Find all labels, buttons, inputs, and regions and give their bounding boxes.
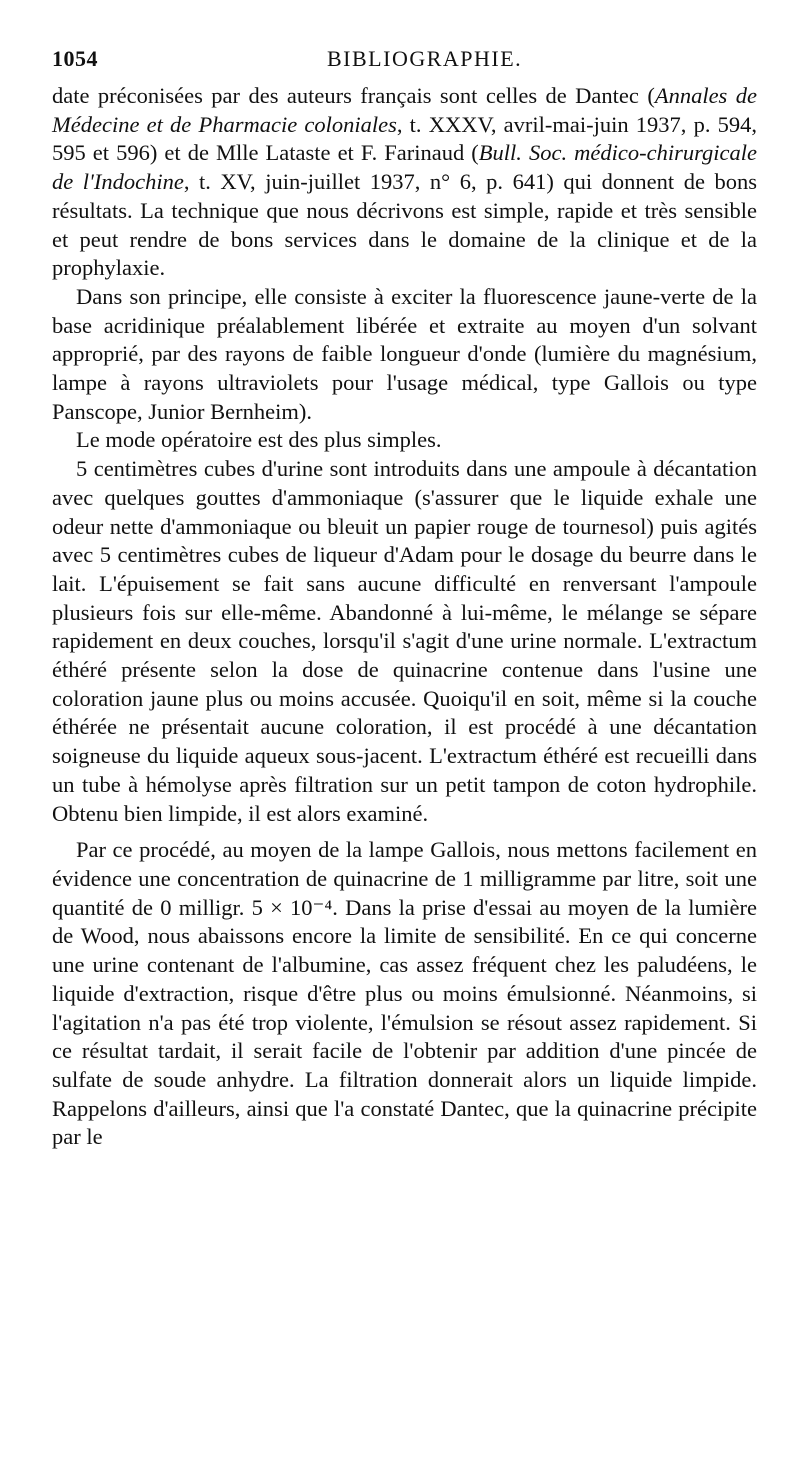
body-text [52, 82, 757, 1152]
paragraph-4 [52, 455, 757, 828]
text-run: Le mode opératoire est des plus simples. [76, 427, 442, 453]
text-run: , t. XV, juin-juillet 1937, n° 6, p. 641) qui donnent de bons résultats. La technique que nous décrivons est simple, rapide et très sensible et peut rendre de bons services dans le domaine de la clinique et de la prophylaxie. [52, 169, 757, 281]
paragraph-1 [52, 82, 757, 283]
text-run: 5 centimètres cubes d'urine sont introduits dans une ampoule à décantation avec quelques gouttes d'ammoniaque (s'assurer que le liquide exhale une odeur nette d'ammoniaque ou bleuit un papier rouge de tournesol) puis agités avec 5 centimètres cubes de liqueur d'Adam pour le dosage du beurre dans le lait. L'épuisement se fait sans aucune difficulté en renversant l'ampoule plusieurs fois sur elle-même. Abandonné à lui-même, le mélange se sépare rapidement en deux couches, lorsqu'il s'agit d'une urine normale. L'extractum éthéré présente selon la dose de quinacrine contenue dans l'usine une coloration jaune plus ou moins accusée. Quoiqu'il en soit, même si la couche éthérée ne présentait aucune coloration, il est procédé à une décantation soigneuse du liquide aqueux sous-jacent. L'extractum éthéré est recueilli dans un tube à hémolyse après filtration sur un petit tampon de coton hydrophile. Obtenu bien limpide, il est alors examiné. [52, 456, 757, 826]
text-run: date préconisées par des auteurs français sont celles de Dantec ( [52, 83, 655, 108]
text-run: , t. XXXV, avril-mai-juin 1937, p. 594, 595 et 596) et de Mlle Lataste et F. Farinaud ( [52, 111, 758, 166]
text-run: Dans son principe, elle consiste à exciter la fluorescence jaune-verte de la base acridinique préalablement libérée et extraite au moyen d'un solvant approprié, par des rayons de faible longueur d'onde (lumière du magnésium, lampe à rayons ultraviolets pour l'usage médical, type Gallois ou type Panscope, Junior Bernheim). [52, 283, 757, 424]
text-run: Par ce procédé, au moyen de la lampe Gallois, nous mettons facilement en évidence une concentration de quinacrine de 1 milligramme par litre, soit une quantité de 0 milligr. 5 × 10⁻⁴. Dans la prise d'essai au moyen de la lumière de Wood, nous abaissons encore la limite de sensibilité. En ce qui concerne une urine contenant de l'albumine, cas assez fréquent chez les paludéens, le liquide d'extraction, risque d'être plus ou moins émulsionné. Néanmoins, si l'agitation n'a pas été trop violente, l'émulsion se résout assez rapidement. Si ce résultat tardait, il serait facile de l'obtenir par addition d'une pincée de sulfate de soude anhydre. La filtration donnerait alors un liquide limpide. Rappelons d'ailleurs, ainsi que l'a constaté Dantec, que la quinacrine précipite par le [52, 837, 757, 1150]
page-number: 1054 [52, 46, 98, 71]
running-head [52, 46, 757, 82]
journal-title: Annales de Médecine et de Pharmacie coloniales [52, 83, 757, 137]
paragraph-5 [52, 836, 757, 1152]
paragraph-3 [52, 426, 757, 455]
journal-title: Bull. Soc. médico-chirurgicale de l'Indochine [52, 140, 758, 195]
paragraph-2 [52, 283, 757, 427]
document-page [52, 46, 757, 1152]
section-title: BIBLIOGRAPHIE. [327, 46, 523, 71]
